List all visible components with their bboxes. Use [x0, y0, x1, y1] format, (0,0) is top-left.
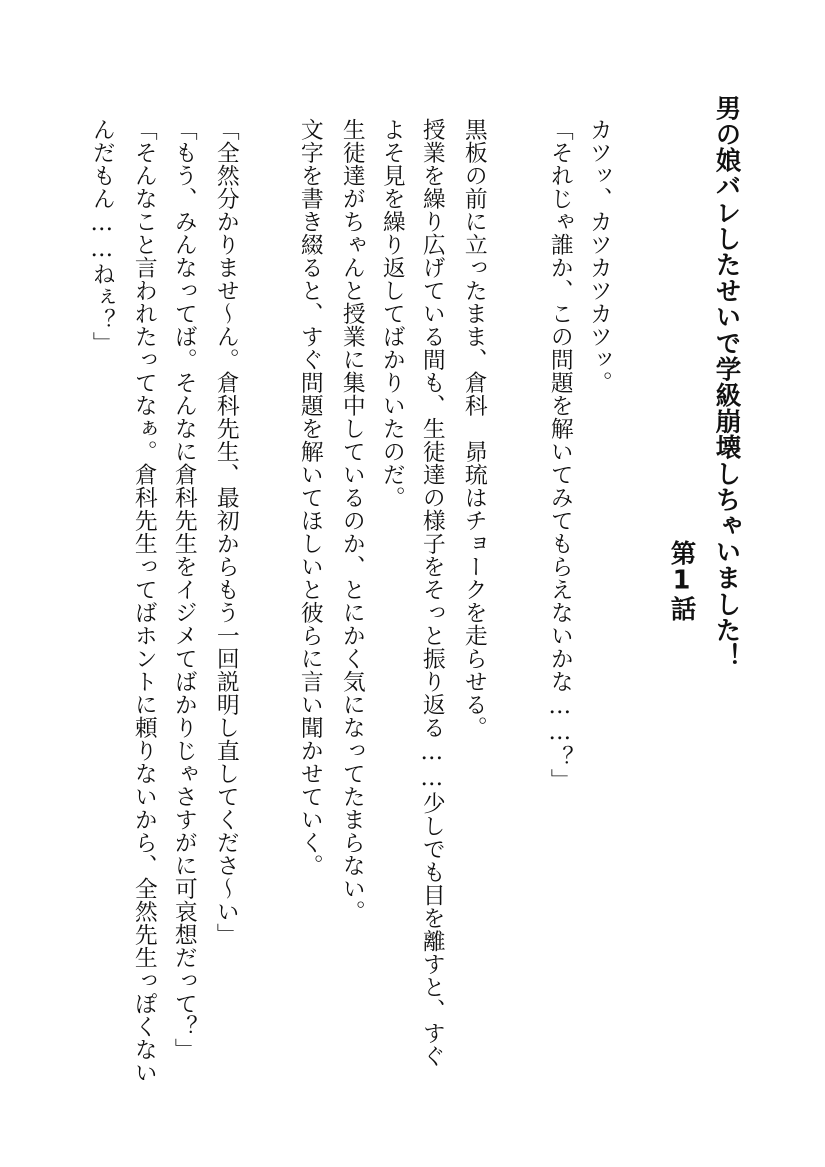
text-line: 文字を書き綴ると、すぐ問題を解いてほしいと彼らに言い聞かせていく。: [296, 118, 323, 877]
text-line: 「全然分かりませ～ん。倉科先生、最初からもう一回説明し直してくださ～い」: [212, 118, 239, 946]
text-line: 「そんなこと言われたってなぁ。倉科先生ってばホントに頼りないから、全然先生っぽくない: [130, 118, 157, 1084]
text-line: 「もう、みんなってば。そんなに倉科先生をイジメてばかりじゃさすがに可哀想だって？」: [170, 118, 197, 1061]
story-title: 男の娘バレしたせいで学級崩壊しちゃいました！: [711, 95, 742, 670]
text-line: 「それじゃ誰か、この問題を解いてみてもらえないかな……？」: [546, 118, 573, 792]
text-line: カツッ、カツカツカツッ。: [585, 118, 612, 394]
text-line: 黒板の前に立ったまま、倉科 昴琉はチョークを走らせる。: [460, 118, 487, 739]
text-line: んだもん……ねぇ？」: [88, 118, 115, 355]
text-line: 授業を繰り広げている間も、生徒達の様子をそっと振り返る……少しでも目を離すと、すぐ: [418, 118, 445, 1068]
text-line: よそ見を繰り返してばかりいたのだ。: [378, 118, 405, 509]
chapter-heading: 第1話: [666, 540, 697, 621]
text-line: 生徒達がちゃんと授業に集中しているのか、とにかく気になってたまらない。: [338, 118, 365, 923]
